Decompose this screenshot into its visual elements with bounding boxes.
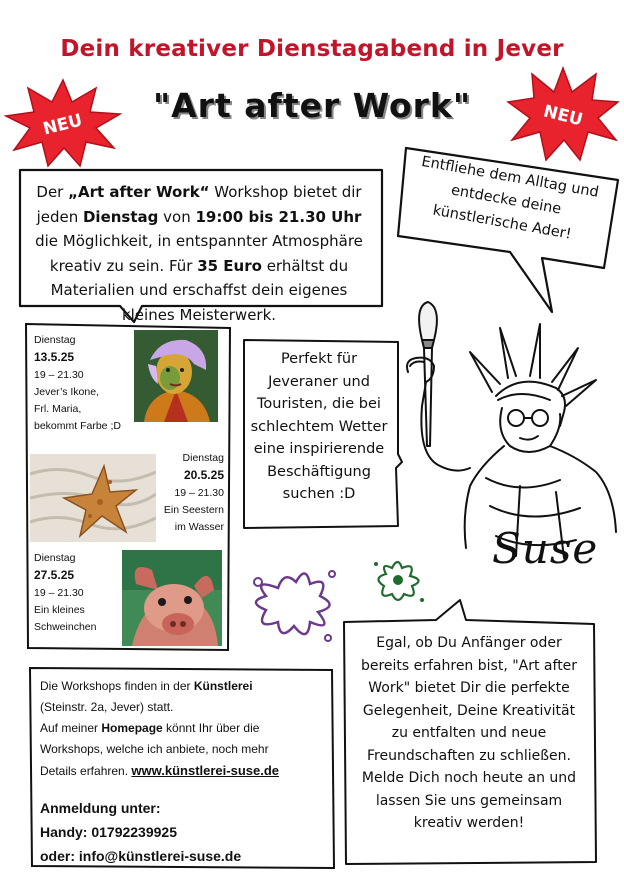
page-title: Dein kreativer Dienstagabend in Jever [60,36,564,62]
event-3-time: 19 – 21.30 [34,587,84,599]
event-3-desc-1: Ein kleines [34,604,85,616]
info-line-5: Details erfahren. [40,764,132,778]
event-3-desc-2: Schweinchen [34,621,97,633]
event-2-painting-starfish [30,454,156,542]
event-1-time: 19 – 21.30 [34,369,84,381]
intro-text: Der „Art after Work“ Workshop bietet dir jeden Dienstag von 19:00 bis 21.30 Uhr die Möglichkeit, in entspannter Atmosphäre kreativ zu sein. Für 35 Euro erhältst du Materialien und erschaffst dein eigenes kleines Meisterwerk. [35,183,363,324]
event-2-date: 20.5.25 [183,468,224,482]
info-line-4: Workshops, welche ich anbiete, noch mehr [40,742,269,756]
event-3-day: Dienstag [34,552,76,564]
contact-heading: Anmeldung unter: [40,800,161,816]
purple-splash-decoration [244,560,344,646]
event-1-painting-maria [134,330,218,422]
event-3-painting-piglet [122,550,222,646]
info-line-1: Die Workshops finden in der [40,679,194,693]
art-after-work-title: "Art after Work" [152,86,472,125]
event-2-desc-2: im Wasser [174,521,224,533]
event-2-desc-1: Ein Seestern [163,504,224,516]
escape-bubble-text: Entfliehe dem Alltag und entdecke deine künstlerische Ader! [420,153,600,243]
event-3-date: 27.5.25 [34,568,75,582]
event-1-desc-3: bekommt Farbe ;D [34,420,121,432]
event-1 [34,332,144,435]
event-3 [34,550,134,636]
event-2-day: Dienstag [182,452,224,464]
info-line-3a: Auf meiner [40,721,102,735]
neu-badge-left-text: NEU [41,110,85,140]
signature-suse: Suse [492,524,599,573]
event-2 [146,450,224,536]
info-line-2: (Steinstr. 2a, Jever) statt. [40,700,174,714]
homepage-link[interactable]: www.künstlerei-suse.de [131,763,280,778]
event-1-desc-1: Jever’s Ikone, [34,386,99,398]
info-text [40,676,326,782]
event-1-day: Dienstag [34,334,76,346]
info-line-3b: könnt Ihr über die [162,721,260,735]
neu-badge-left [4,78,122,168]
neu-badge-right-text: NEU [541,101,585,131]
event-1-desc-2: Frl. Maria, [34,403,82,415]
contact-phone: Handy: 01792239925 [40,824,177,840]
perfect-bubble-text: Perfekt für Jeveraner und Touristen, die bei schlechtem Wetter eine inspirierende Beschäftigung suchen :D [250,351,388,502]
info-venue: Künstlerei [193,679,253,693]
contact-block [40,796,241,868]
beginner-bubble-text: Egal, ob Du Anfänger oder bereits erfahren bist, "Art after Work" bietet Dir die perfekte Gelegenheit, Deine Kreativität zu entfalten und neue Freundschaften zu schließen. Melde Dich noch heute an und lassen Sie uns gemeinsam kreativ werden! [360,635,578,831]
event-2-time: 19 – 21.30 [174,487,224,499]
contact-email: oder: info@künstlerei-suse.de [40,848,242,864]
info-homepage-label: Homepage [101,721,163,735]
event-1-date: 13.5.25 [34,350,75,364]
